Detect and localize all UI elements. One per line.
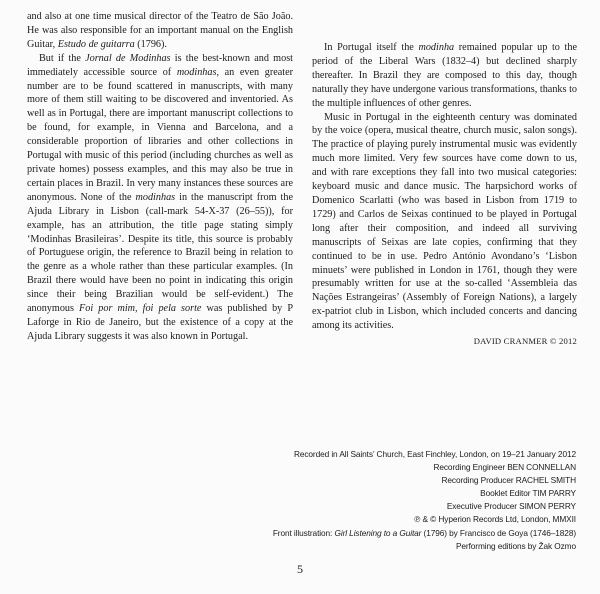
credit-producer: Recording Producer RACHEL SMITH [441,475,576,486]
left-text-column [27,10,293,344]
credit-copyright: ℗ & © Hyperion Records Ltd, London, MMXII [414,514,576,525]
paragraph: and also at one time musical director of the Teatro de São João. He was also responsible for an important manual on the English Guitar, Estudo de guitarra (1796). [27,11,293,50]
page-number: 5 [297,562,303,576]
credit-executive-producer: Executive Producer SIMON PERRY [446,501,576,512]
right-text-column [312,41,577,349]
credit-engineer: Recording Engineer BEN CONNELLAN [433,462,576,473]
paragraph: Music in Portugal in the eighteenth century was dominated by the voice (opera, musical theatre, church music, salon songs). The practice of playing purely instrumental music was evidently much more limited. Very few sources have come down to us, and with rare exceptions they fall into two musical categories: keyboard music and dance music. The harpsichord works of Domenico Scarlatti (who was based in Lisbon from 1719 to 1729) and Carlos de Seixas continued to be played in Portugal long after their composition, and indeed all surviving manuscripts of Seixas are late copies, confirming that they continued to be in use. Pedro António Avondano’s ‘Lisbon minuets’ were published in London in 1761, though they were presumably written for use at the so-called ‘Assembleia das Nações Estrangeiras’ (Assembly of Foreign Nations), a largely ex-patriot club in Lisbon, which included concerts and dancing among its activities. [312,111,577,332]
credit-performing-editions: Performing editions by Žak Ozmo [455,540,576,551]
recording-credits [236,448,576,553]
credit-recorded: Recorded in All Saints’ Church, East Finchley, London, on 19–21 January 2012 [293,449,576,459]
paragraph: In Portugal itself the modinha remained popular up to the period of the Liberal Wars (1832–4) but declined sharply thereafter. In Brazil they are composed to this day, though naturally they have undergone various transformations, thanks to the multiple influences of other genres. [312,42,578,109]
paragraph: But if the Jornal de Modinhas is the best-known and most immediately accessible source of modinhas, an even greater number are to be found scattered in manuscripts, with many more of them still waiting to be discovered and inventoried. As well as in Portugal, there are important manuscript collections to be found, for example, in Vienna and Barcelona, and a considerable proportion of libraries and other collections in Portugal with music of this period (including churches as well as private homes) possess examples, and this may also be true in certain places in Brazil. In very many instances these sources are anonymous. None of the modinhas in the manuscript from the Ajuda Library in Lisbon (call-mark 54-X-37 (26–55)), for example, has an attribution, the title page stating simply ‘Modinhas Brasileiras’. Despite its title, this source is probably of Portuguese origin, the reference to Brazil being in relation to the genre as a whole rather than these particular examples. (In Brazil there would have been no point in indicating this origin since their being Brazilian would be self-evident.) The anonymous Foi por mim, foi pela sorte was published by P Laforge in Rio de Janeiro, but the existence of a copy at the Ajuda Library suggests it was also known in Portugal. [27,52,294,342]
author-signature: DAVID CRANMER © 2012 [473,336,577,347]
credit-booklet-editor: Booklet Editor TIM PARRY [480,488,576,499]
credit-front-illustration: Front illustration: Girl Listening to a Guitar (1796) by Francisco de Goya (1746–1828) [272,527,576,538]
